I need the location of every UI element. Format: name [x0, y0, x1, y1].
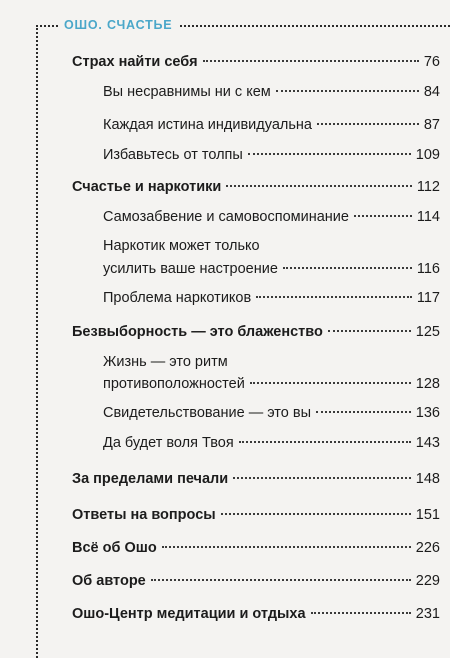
toc-entry-sub: [103, 205, 440, 229]
toc-entry-title: За пределами печали: [72, 471, 229, 487]
toc-entry-title-first-line: Жизнь — это ритм: [103, 354, 228, 370]
dot-leader: [226, 185, 412, 187]
toc-entry-page: 114: [416, 209, 440, 225]
toc-entry-page: 151: [415, 507, 440, 523]
running-header: ОШО. СЧАСТЬЕ: [58, 14, 178, 36]
toc-entry-title: Свидетельствование — это вы: [103, 405, 311, 421]
toc-entry-title: Ошо-Центр медитации и отдыха: [72, 606, 306, 622]
toc-entry-main: [72, 50, 440, 74]
toc-entry-page: 128: [415, 376, 440, 392]
toc-entry-page: 125: [415, 324, 440, 340]
toc-entry-page: 229: [415, 573, 440, 589]
toc-entry-sub: [103, 80, 440, 104]
dot-leader: [354, 215, 412, 217]
dot-leader: [328, 330, 411, 332]
toc-entry-title: Всё об Ошо: [72, 540, 157, 556]
dot-leader: [239, 441, 411, 443]
toc-entry-title: Каждая истина индивидуальна: [103, 117, 312, 133]
toc-entry-title: усилить ваше настроение: [103, 261, 278, 277]
dot-leader: [203, 60, 419, 62]
toc-entry-title: противоположностей: [103, 376, 245, 392]
toc-entry-title: Счастье и наркотики: [72, 179, 222, 195]
toc-entry-sub: [103, 401, 440, 425]
dot-leader: [233, 477, 411, 479]
toc-entry-title: Самозабвение и самовоспоминание: [103, 209, 349, 225]
toc-entry-sub: [103, 143, 440, 167]
dot-leader: [256, 296, 412, 298]
toc-entry-title: Страх найти себя: [72, 54, 198, 70]
toc-entry-main: [72, 536, 440, 560]
dot-leader: [283, 267, 412, 269]
toc-entry-page: 87: [423, 117, 440, 133]
toc-entry-title: Избавьтесь от толпы: [103, 147, 243, 163]
toc-entry-sub: [103, 113, 440, 137]
dot-leader: [316, 411, 411, 413]
toc-entry-page: 136: [415, 405, 440, 421]
toc-entry-page: 84: [423, 84, 440, 100]
toc-entry-page: 76: [423, 54, 440, 70]
toc-entry-title: Об авторе: [72, 573, 146, 589]
dot-leader: [317, 123, 419, 125]
toc-entry-page: 226: [415, 540, 440, 556]
toc-entry-sub: [103, 257, 440, 281]
toc-entry-main: [72, 467, 440, 491]
toc-entry-title: Безвыборность — это блаженство: [72, 324, 323, 340]
dot-leader: [162, 546, 411, 548]
toc-entry-title: Ответы на вопросы: [72, 507, 216, 523]
dot-leader: [311, 612, 411, 614]
dot-leader: [248, 153, 411, 155]
toc-entry-sub: [103, 372, 440, 396]
toc-entry-page: 143: [415, 435, 440, 451]
toc-entry-page: 148: [415, 471, 440, 487]
toc-entry-sub: [103, 286, 440, 310]
dot-leader: [151, 579, 411, 581]
toc-entry-title-first-line: Наркотик может только: [103, 238, 260, 254]
toc-entry-page: 112: [416, 179, 440, 195]
toc-entry-page: 117: [416, 290, 440, 306]
toc-entry-main: [72, 569, 440, 593]
toc-entry-page: 231: [415, 606, 440, 622]
toc-entry-page: 116: [416, 261, 440, 277]
dot-leader: [250, 382, 411, 384]
toc-entry-main: [72, 320, 440, 344]
dot-leader: [276, 90, 419, 92]
toc-entry-title: Вы несравнимы ни с кем: [103, 84, 271, 100]
toc-entry-main: [72, 503, 440, 527]
toc-entry-main: [72, 175, 440, 199]
toc-entry-main: [72, 602, 440, 626]
toc-entry-page: 109: [415, 147, 440, 163]
dot-leader: [221, 513, 411, 515]
toc-entry-title: Да будет воля Твоя: [103, 435, 234, 451]
toc-entry-sub: [103, 431, 440, 455]
toc-entry-title: Проблема наркотиков: [103, 290, 252, 306]
